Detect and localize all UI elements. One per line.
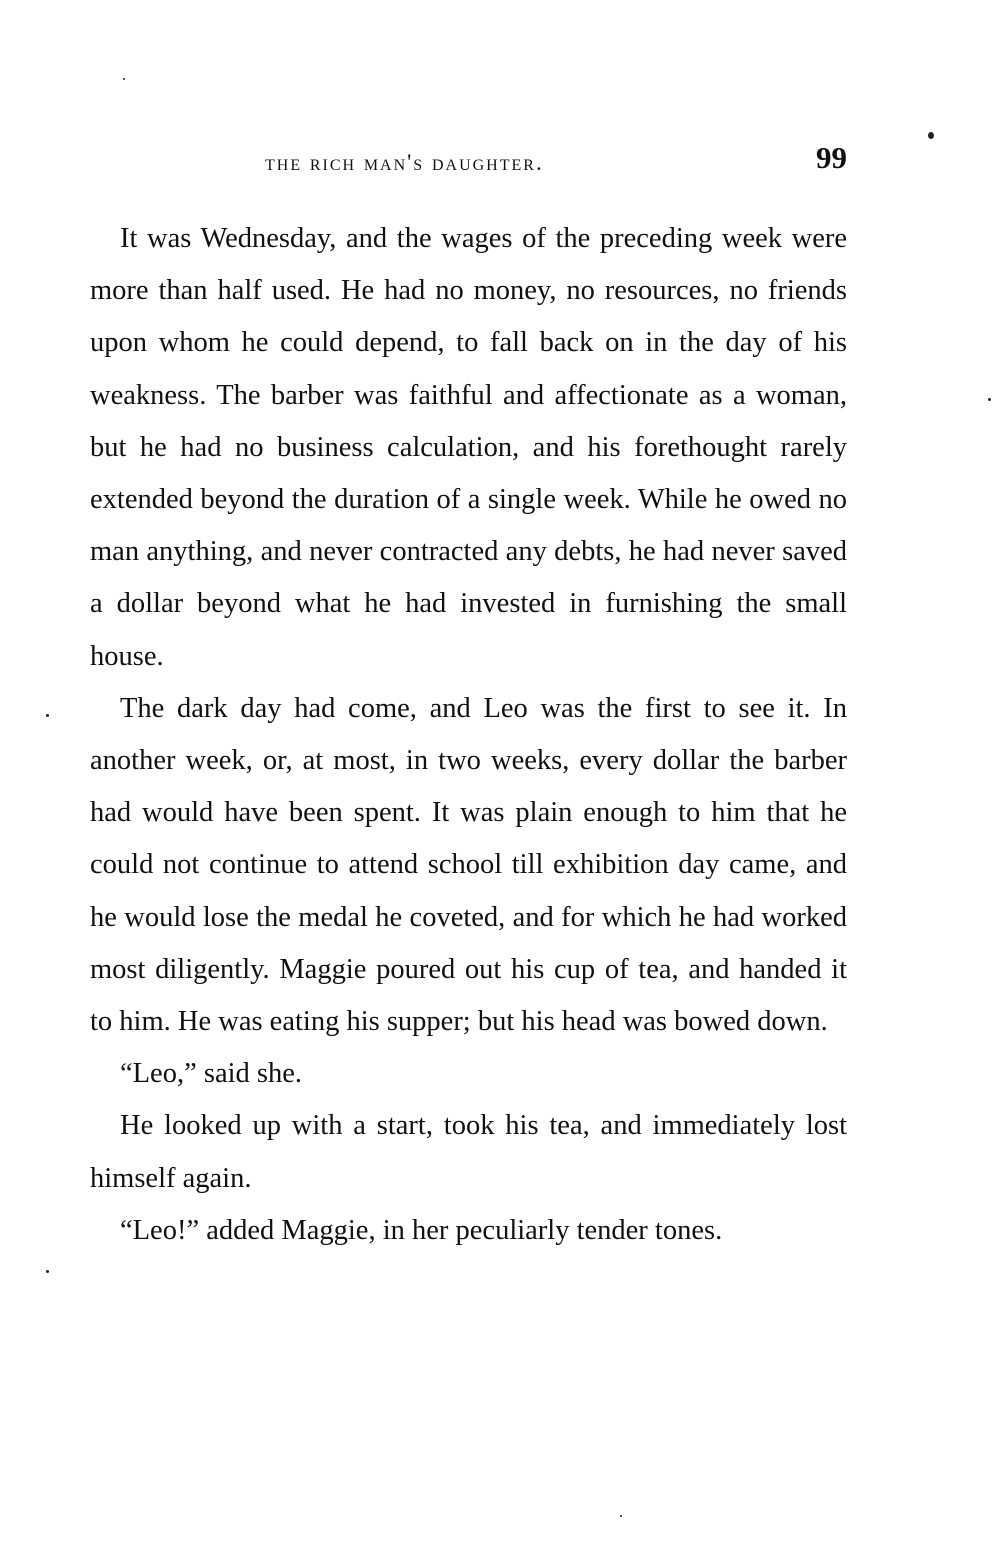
- page-number: 99: [816, 140, 847, 175]
- paragraph: The dark day had come, and Leo was the first to see it. In another week, or, at most, in two weeks, every dollar the barber had would have been spent. It was plain enough to him that he could not continue to attend school till exhibition day came, and he would lose the medal he coveted, and for which he had worked most diligently. Maggie poured out his cup of tea, and handed it to him. He was eating his supper; but his head was bowed down.: [90, 692, 847, 1038]
- paragraph: He looked up with a start, took his tea, and immediately lost himself again.: [90, 1110, 847, 1194]
- scan-speck: [988, 398, 991, 401]
- scan-speck: [46, 1270, 49, 1273]
- body-text: [90, 213, 847, 1257]
- scan-speck: [123, 78, 125, 80]
- scan-speck: [620, 1515, 622, 1517]
- paragraph: It was Wednesday, and the wages of the preceding week were more than half used. He had no money, no resources, no friends upon whom he could depend, to fall back on in the day of his weakness. The barber was faithful and affectionate as a woman, but he had no business calculation, and his forethought rarely extended beyond the duration of a single week. While he owed no man anything, and never contracted any debts, he had never saved a dollar beyond what he had invested in furnishing the small house.: [90, 223, 847, 672]
- paragraph: “Leo,” said she.: [120, 1058, 303, 1090]
- running-title: the rich man's daughter.: [265, 150, 544, 175]
- paragraph: “Leo!” added Maggie, in her peculiarly tender tones.: [120, 1214, 723, 1246]
- scan-speck: [928, 132, 934, 139]
- running-head: [90, 140, 847, 184]
- scan-speck: [46, 714, 49, 717]
